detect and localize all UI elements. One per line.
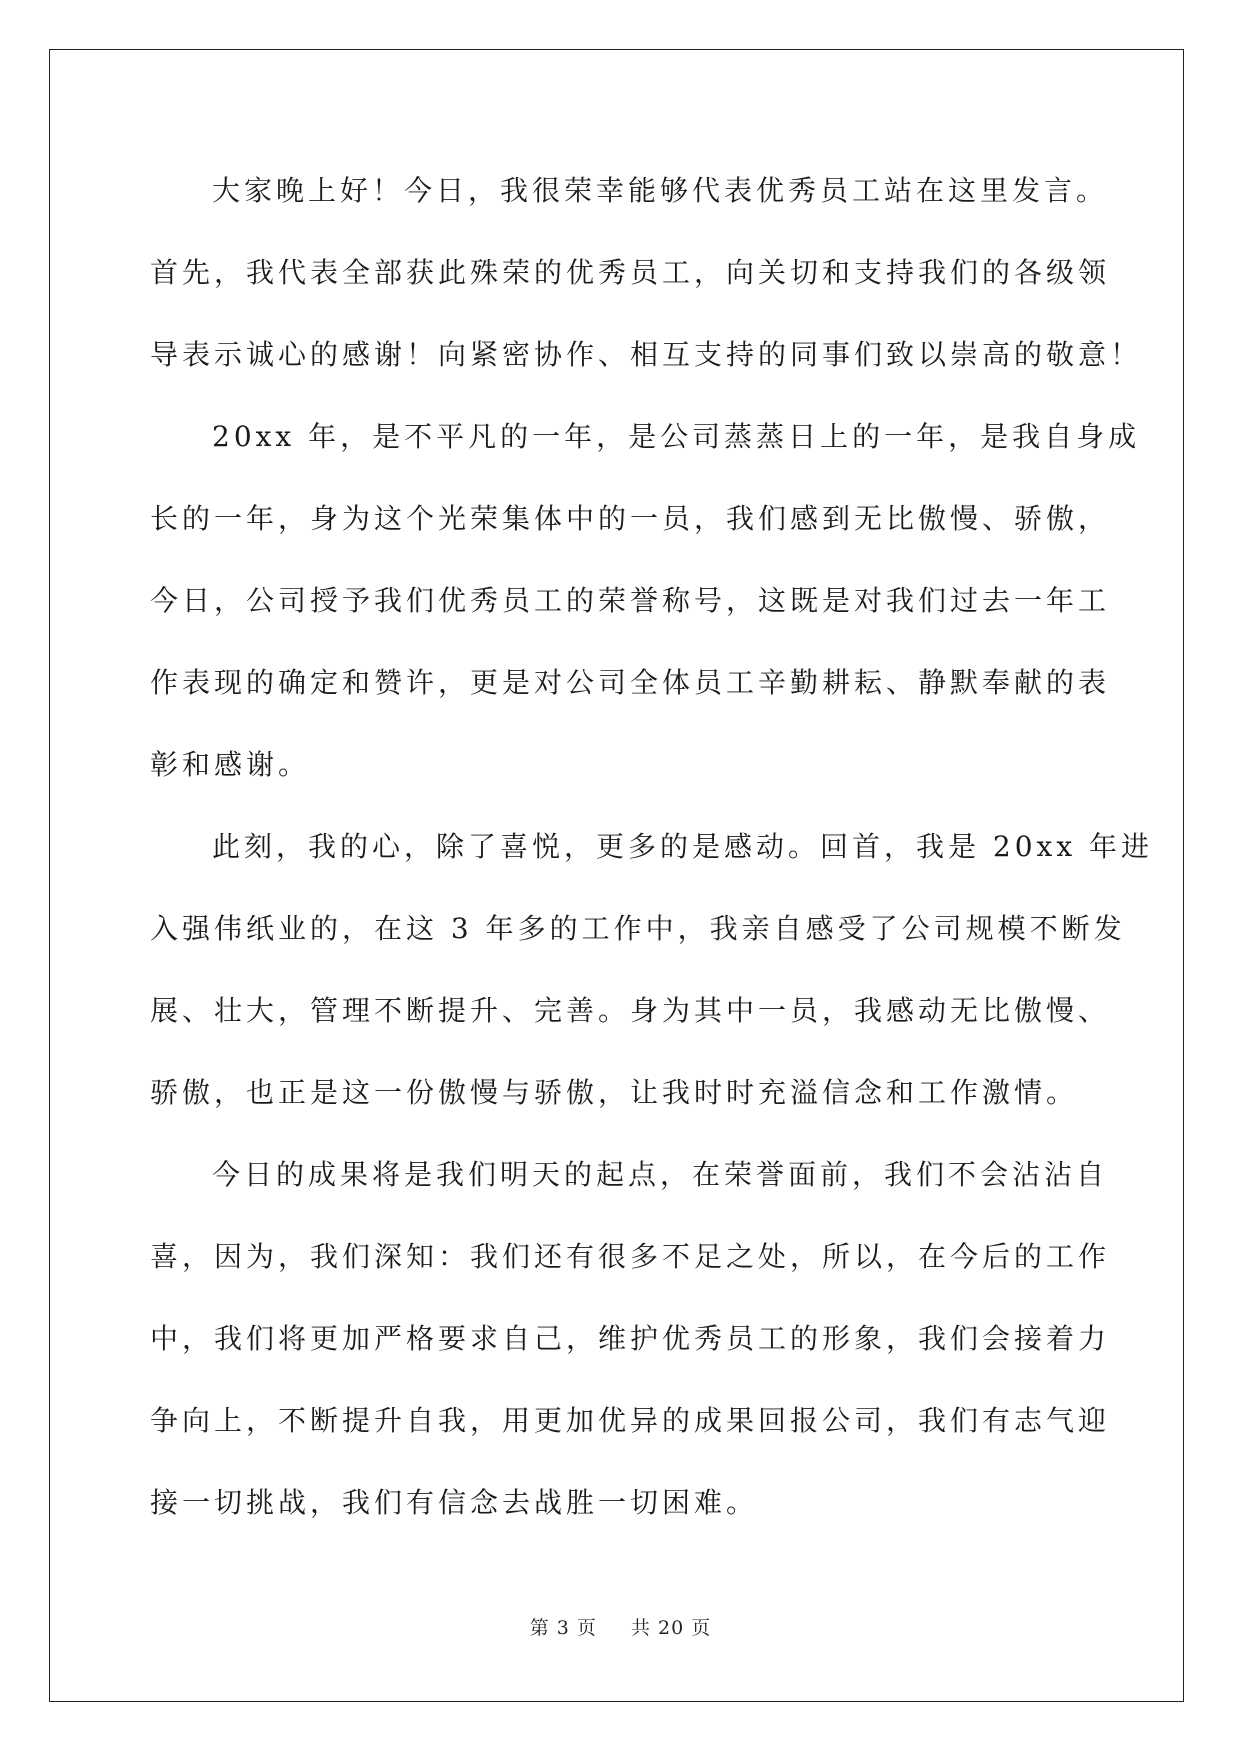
text-line: 中，我们将更加严格要求自己，维护优秀员工的形象，我们会接着力 (150, 1322, 1111, 1355)
paragraph-3 (150, 806, 1154, 1134)
text-line: 喜，因为，我们深知：我们还有很多不足之处，所以，在今后的工作 (150, 1240, 1111, 1273)
text-line: 大家晚上好！今日，我很荣幸能够代表优秀员工站在这里发言。 (212, 174, 1109, 207)
document-body (150, 150, 1154, 1544)
text-line: 今日的成果将是我们明天的起点，在荣誉面前，我们不会沾沾自 (212, 1158, 1109, 1191)
text-line: 展、壮大，管理不断提升、完善。身为其中一员，我感动无比傲慢、 (150, 994, 1111, 1027)
text-line: 首先，我代表全部获此殊荣的优秀员工，向关切和支持我们的各级领 (150, 256, 1111, 289)
text-line: 骄傲，也正是这一份傲慢与骄傲，让我时时充溢信念和工作激情。 (150, 1076, 1079, 1109)
text-line: 导表示诚心的感谢！向紧密协作、相互支持的同事们致以崇高的敬意！ (150, 338, 1143, 371)
paragraph-2 (150, 396, 1141, 806)
text-line: 彰和感谢。 (150, 748, 311, 781)
text-line: 今日，公司授予我们优秀员工的荣誉称号，这既是对我们过去一年工 (150, 584, 1111, 617)
page-footer (0, 1613, 1241, 1640)
paragraph-4 (150, 1134, 1111, 1544)
text-line: 入强伟纸业的，在这 3 年多的工作中，我亲自感受了公司规模不断发 (150, 912, 1126, 945)
page-number: 第 3 页 (529, 1617, 597, 1639)
text-line: 作表现的确定和赞许，更是对公司全体员工辛勤耕耘、静默奉献的表 (150, 666, 1111, 699)
text-line: 20xx 年，是不平凡的一年，是公司蒸蒸日上的一年，是我自身成 (212, 420, 1141, 453)
text-line: 接一切挑战，我们有信念去战胜一切困难。 (150, 1486, 759, 1519)
text-line: 此刻，我的心，除了喜悦，更多的是感动。回首，我是 20xx 年进 (212, 830, 1154, 863)
text-line: 争向上，不断提升自我，用更加优异的成果回报公司，我们有志气迎 (150, 1404, 1111, 1437)
paragraph-1 (150, 150, 1143, 396)
page-total: 共 20 页 (631, 1617, 712, 1639)
text-line: 长的一年，身为这个光荣集体中的一员，我们感到无比傲慢、骄傲， (150, 502, 1111, 535)
